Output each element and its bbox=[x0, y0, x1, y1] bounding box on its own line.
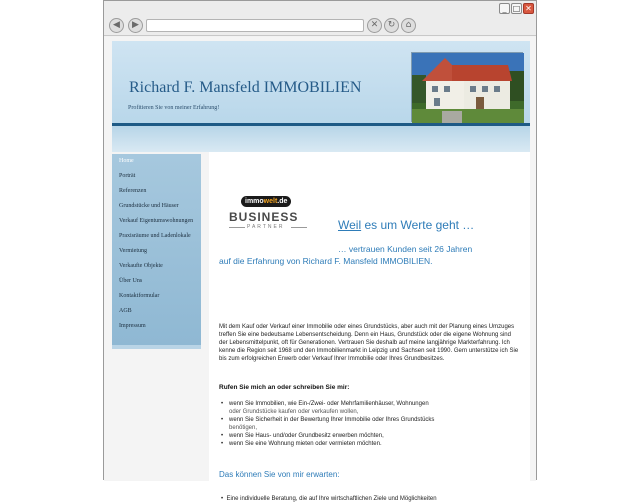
home-icon[interactable]: ⌂ bbox=[401, 18, 416, 33]
nav-item-contact-form[interactable]: Kontaktformular bbox=[119, 293, 160, 299]
header-band bbox=[112, 126, 530, 152]
nav-item-commercial-spaces[interactable]: Praxisräume und Ladenlokale bbox=[119, 233, 191, 239]
title-bar bbox=[104, 1, 536, 16]
logo-divider-left bbox=[229, 227, 245, 228]
minimize-button[interactable]: _ bbox=[499, 3, 510, 14]
list-item: • wenn Sie Immobilien, wie Ein-/Zwei- oder Mehrfamilienhäuser, Wohnungen oder Grundstücke kaufen oder verkaufen wollen, bbox=[221, 400, 521, 416]
stop-icon[interactable]: ✕ bbox=[367, 18, 382, 33]
nav-item-terms[interactable]: AGB bbox=[119, 308, 132, 314]
logo-partner-text: PARTNER bbox=[247, 224, 285, 230]
logo-business-text: BUSINESS bbox=[229, 210, 299, 224]
nav-item-home[interactable]: Home bbox=[119, 158, 134, 164]
maximize-button[interactable]: □ bbox=[512, 4, 521, 13]
immowelt-business-partner-logo[interactable] bbox=[227, 196, 317, 236]
close-button[interactable]: ✕ bbox=[523, 3, 534, 14]
browser-toolbar bbox=[104, 16, 536, 36]
house-photo bbox=[411, 52, 523, 122]
subhead-line-1: … vertrauen Kunden seit 26 Jahren bbox=[338, 244, 473, 254]
nav-item-rental[interactable]: Vermietung bbox=[119, 248, 147, 254]
nav-item-apartments-sale[interactable]: Verkauf Eigentumswohnungen bbox=[119, 218, 194, 224]
contact-prompt: Rufen Sie mich an oder schreiben Sie mir: bbox=[219, 384, 350, 391]
reload-icon[interactable]: ↻ bbox=[384, 18, 399, 33]
address-bar[interactable] bbox=[146, 19, 364, 32]
list-item: • Eine individuelle Beratung, die auf Ihre wirtschaftlichen Ziele und Möglichkeiten bbox=[221, 496, 437, 502]
expectations-heading: Das können Sie von mir erwarten: bbox=[219, 470, 340, 479]
site-title: Richard F. Mansfeld IMMOBILIEN bbox=[129, 79, 362, 96]
headline-link[interactable]: Weil bbox=[338, 218, 362, 232]
back-icon[interactable]: ◀ bbox=[109, 18, 124, 33]
nav-item-imprint[interactable]: Impressum bbox=[119, 323, 146, 329]
forward-icon[interactable]: ▶ bbox=[128, 18, 143, 33]
intro-paragraph: Mit dem Kauf oder Verkauf einer Immobilie oder eines Grundstücks, aber auch mit der Planung eines Umzuges treffen Sie eine bedeutsame Lebensentscheidung. Denn ein Haus, Grundstück oder die eigene Wohnung sind der Lebensmittelpunkt, oft für Generationen. Vertrauen Sie deshalb auf meine langjährige Markterfahrung. Ich kenne die Region seit 1968 und den Immobilienmarkt in Leipzig und Sachsen seit 1990. Gern unterstütze ich Sie bis zum erfolgreichen Erwerb oder Verkauf Ihrer Immobilie oder Ihres Grundbesitzes. bbox=[219, 324, 519, 362]
nav-item-references[interactable]: Referenzen bbox=[119, 188, 147, 194]
site-tagline: Profitieren Sie von meiner Erfahrung! bbox=[128, 105, 220, 111]
list-item: • wenn Sie eine Wohnung mieten oder vermieten möchten. bbox=[221, 440, 521, 448]
nav-item-about-us[interactable]: Über Uns bbox=[119, 278, 143, 284]
list-item: • wenn Sie Sicherheit in der Bewertung Ihrer Immobilie oder Ihres Grundstücks benötigen, bbox=[221, 416, 521, 432]
headline: Weil es um Werte geht … bbox=[338, 218, 475, 232]
sidebar-nav bbox=[112, 154, 201, 349]
nav-item-sold-objects[interactable]: Verkaufte Objekte bbox=[119, 263, 163, 269]
site-header bbox=[112, 41, 530, 123]
page-viewport bbox=[104, 37, 536, 502]
list-item: • wenn Sie Haus- und/oder Grundbesitz erwerben möchten, bbox=[221, 432, 521, 440]
browser-window bbox=[103, 0, 537, 502]
main-content bbox=[209, 152, 530, 502]
subhead-line-2: auf die Erfahrung von Richard F. Mansfeld IMMOBILIEN. bbox=[219, 256, 433, 266]
nav-item-portrait[interactable]: Porträt bbox=[119, 173, 136, 179]
logo-badge: immowelt.de bbox=[241, 196, 291, 207]
service-list bbox=[221, 400, 521, 448]
nav-item-land-houses[interactable]: Grundstücke und Häuser bbox=[119, 203, 179, 209]
logo-divider-right bbox=[291, 227, 307, 228]
